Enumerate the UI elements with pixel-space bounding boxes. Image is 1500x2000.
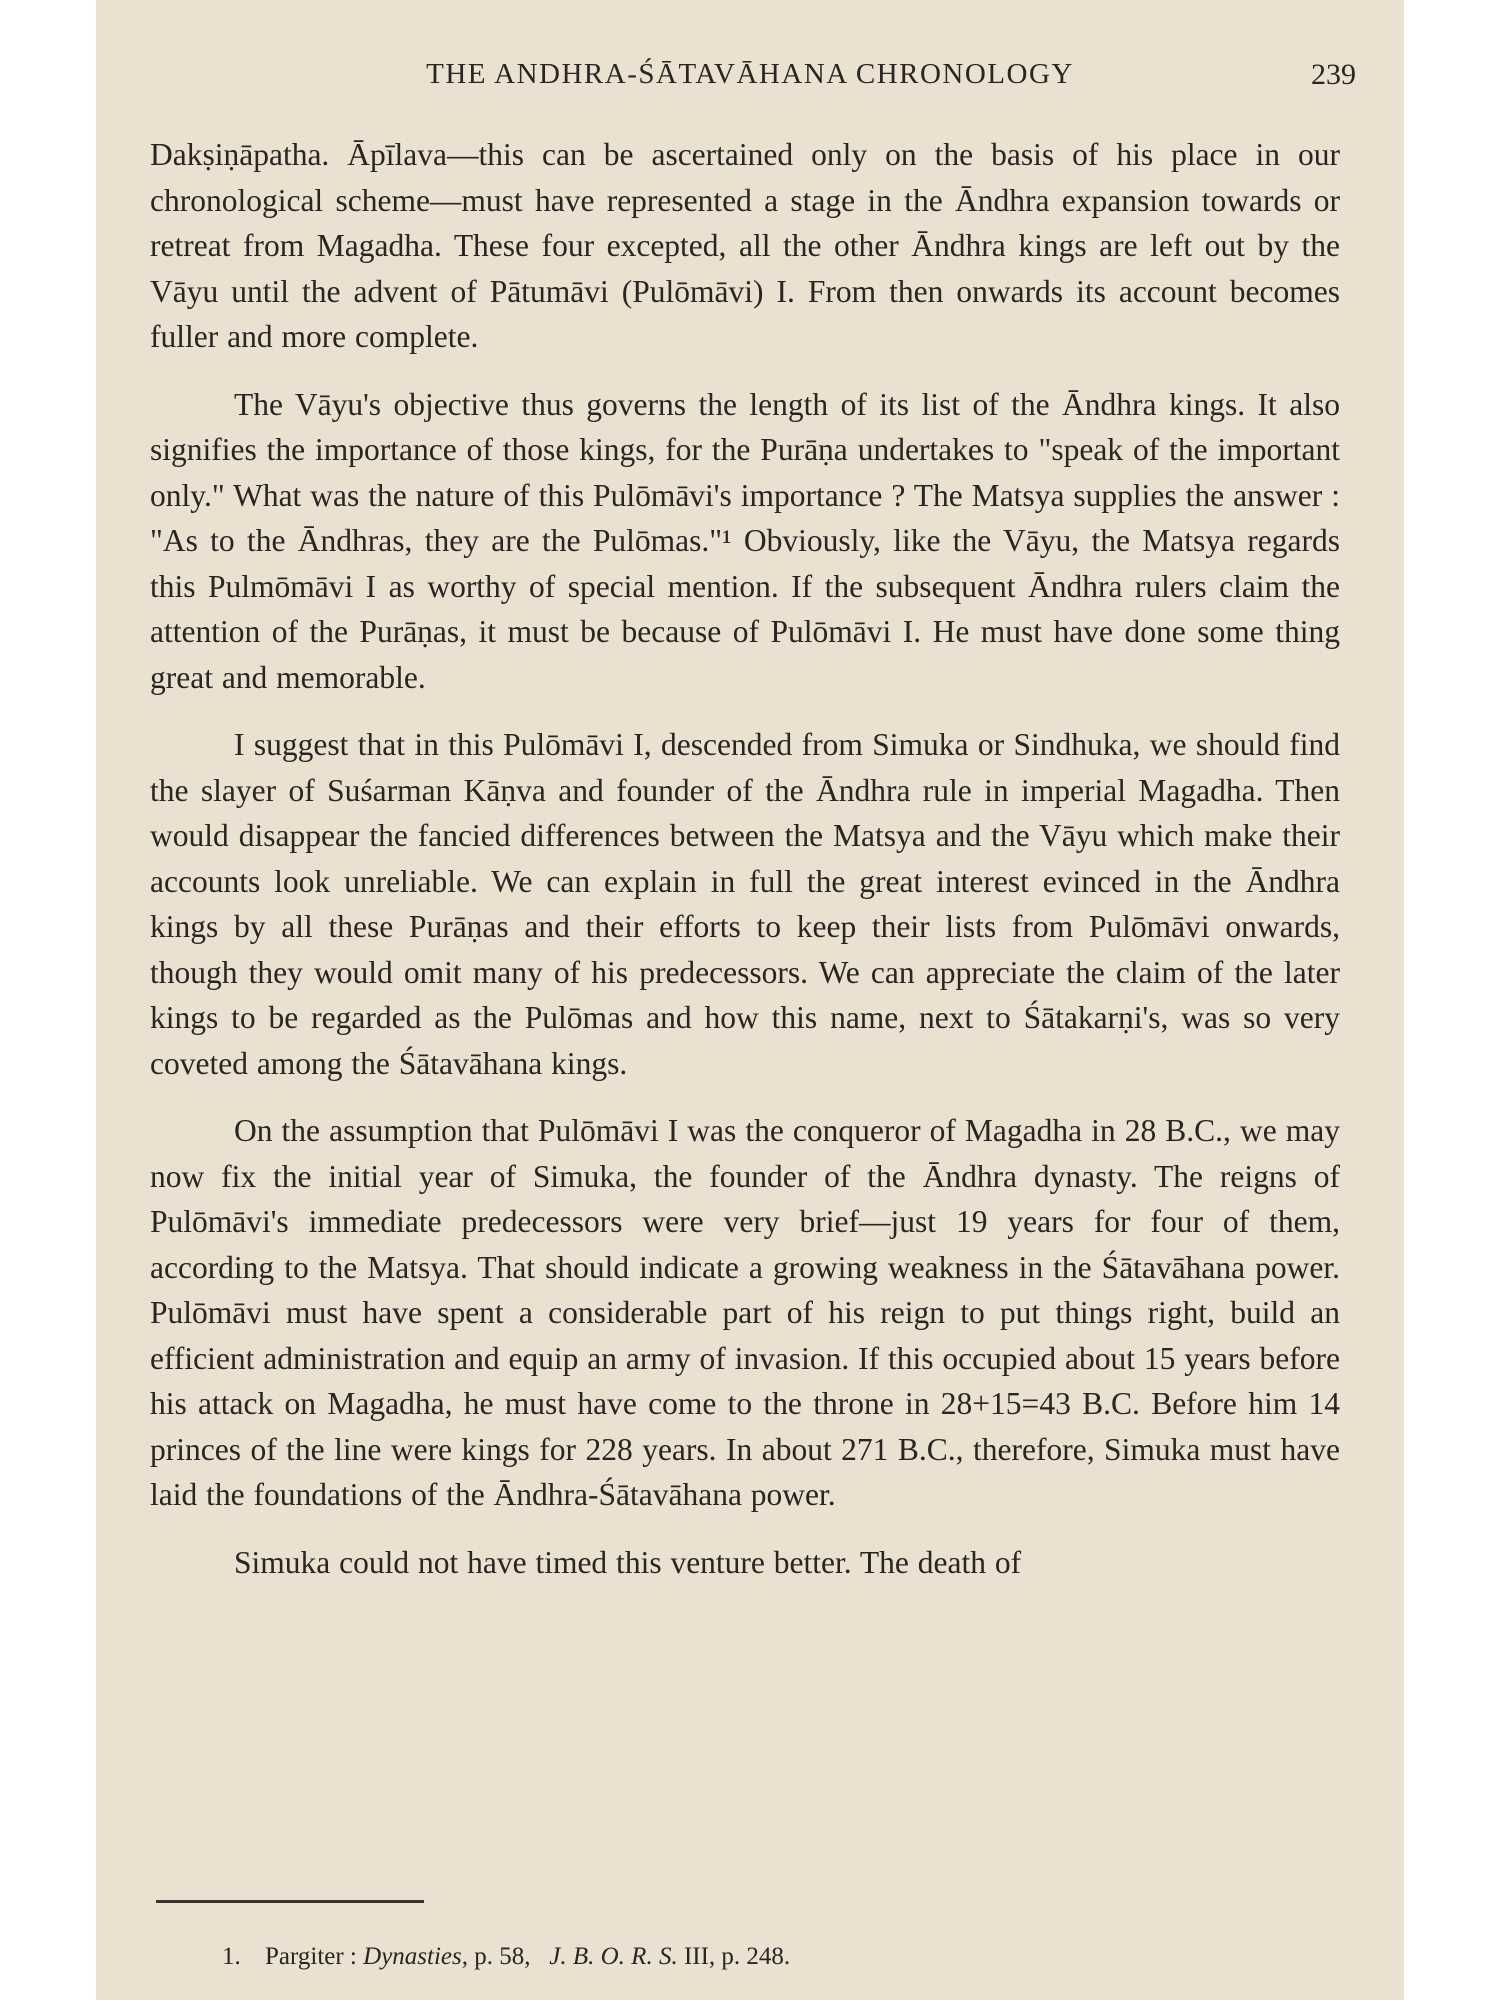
footnote-journal: J. B. O. R. S. <box>549 1943 678 1970</box>
footnote-page-ref: p. 58, <box>474 1943 531 1970</box>
footnote-journal-ref: III, p. 248. <box>683 1943 791 1970</box>
body-text <box>150 132 1340 1585</box>
page-number: 239 <box>1311 58 1356 91</box>
paragraph-4: On the assumption that Pulōmāvi I was the conqueror of Magadha in 28 B.C., we may now fix the initial year of Simuka, the founder of the Āndhra dynasty. The reigns of Pulōmāvi's immediate predecessors were very brief—just 19 years for four of them, according to the Matsya. That should indicate a growing weakness in the Śātavāhana power. Pulōmāvi must have spent a considerable part of his reign to put things right, build an efficient administration and equip an army of invasion. If this occupied about 15 years before his attack on Magadha, he must have come to the throne in 28+15=43 B.C. Before him 14 princes of the line were kings for 228 years. In about 271 B.C., therefore, Simuka must have laid the foundations of the Āndhra-Śātavāhana power. <box>150 1113 1340 1512</box>
footnote-author: Pargiter : <box>265 1943 357 1970</box>
footnote <box>222 1943 790 1971</box>
footnote-number: 1. <box>222 1943 241 1970</box>
paragraph-1: Dakṣiṇāpatha. Āpīlava—this can be ascertained only on the basis of his place in our chronological scheme—must have represented a stage in the Āndhra expansion towards or retreat from Magadha. These four excepted, all the other Āndhra kings are left out by the Vāyu until the advent of Pātumāvi (Pulōmāvi) I. From then onwards its account becomes fuller and more complete. <box>150 137 1340 354</box>
running-title: THE ANDHRA-ŚĀTAVĀHANA CHRONOLOGY <box>426 58 1074 90</box>
book-page <box>96 0 1404 2000</box>
paragraph-2: The Vāyu's objective thus governs the length of its list of the Āndhra kings. It also signifies the importance of those kings, for the Purāṇa undertakes to "speak of the important only." What was the nature of this Pulōmāvi's importance ? The Matsya supplies the answer : "As to the Āndhras, they are the Pulōmas."¹ Obviously, like the Vāyu, the Matsya regards this Pulmōmāvi I as worthy of special mention. If the subsequent Āndhra rulers claim the attention of the Purāṇas, it must be because of Pulōmāvi I. He must have done some thing great and memorable. <box>150 386 1340 695</box>
paragraph-3: I suggest that in this Pulōmāvi I, descended from Simuka or Sindhuka, we should find the slayer of Suśarman Kāṇva and founder of the Āndhra rule in imperial Magadha. Then would disappear the fancied differences between the Matsya and the Vāyu which make their accounts look unreliable. We can explain in full the great interest evinced in the Āndhra kings by all these Purāṇas and their efforts to keep their lists from Pulōmāvi onwards, though they would omit many of his predecessors. We can appreciate the claim of the later kings to be regarded as the Pulōmas and how this name, next to Śātakarṇi's, was so very coveted among the Śātavāhana kings. <box>150 727 1340 1081</box>
paragraph-5: Simuka could not have timed this venture better. The death of <box>234 1544 1022 1580</box>
footnote-work: Dynasties, <box>363 1943 468 1970</box>
footnote-divider <box>156 1900 424 1903</box>
page-header <box>144 58 1356 98</box>
